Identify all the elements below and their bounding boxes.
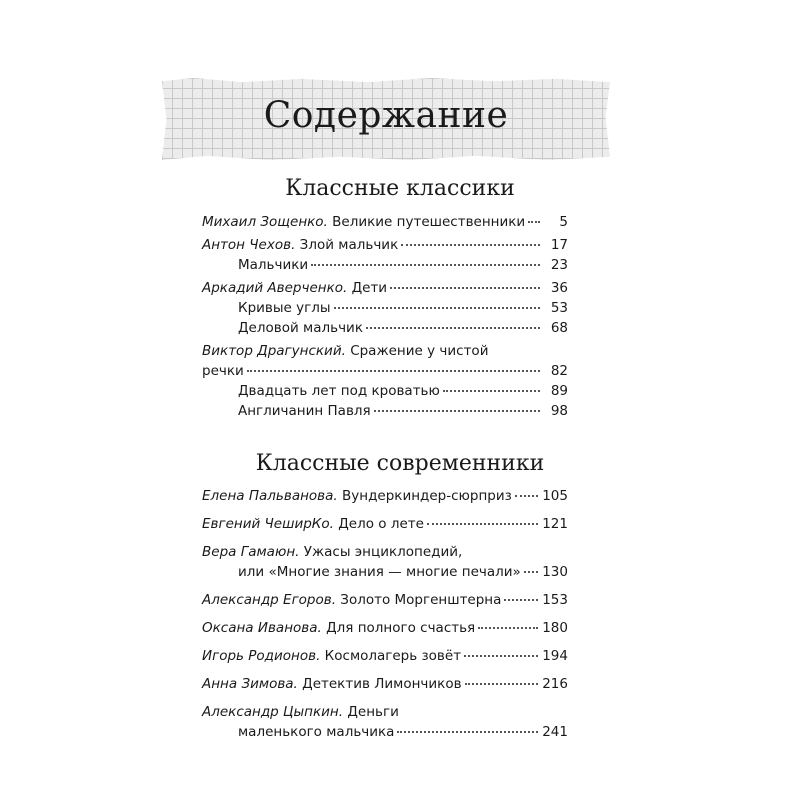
toc-title-continuation: речки bbox=[202, 363, 244, 379]
dot-leader bbox=[443, 390, 540, 392]
toc-entry-continuation[interactable] bbox=[202, 361, 568, 381]
dot-leader bbox=[528, 221, 540, 223]
toc-list-classics bbox=[202, 212, 568, 421]
section-title-classics: Классные классики bbox=[285, 176, 515, 201]
toc-page-number: 121 bbox=[542, 516, 568, 532]
toc-entry[interactable] bbox=[202, 212, 568, 232]
toc-title-continuation: или «Многие знания — многие печали» bbox=[238, 564, 521, 580]
toc-page-number: 153 bbox=[542, 592, 568, 608]
dot-leader bbox=[504, 599, 538, 601]
toc-entry[interactable] bbox=[202, 674, 568, 694]
toc-author: Михаил Зощенко. bbox=[202, 214, 328, 230]
toc-author: Антон Чехов. bbox=[202, 237, 296, 253]
section-title-contemporaries: Классные современники bbox=[255, 451, 545, 476]
toc-author: Александр Цыпкин. bbox=[202, 704, 344, 720]
toc-title: Двадцать лет под кроватью bbox=[238, 383, 440, 399]
toc-title: Вундеркиндер-сюрприз bbox=[342, 488, 512, 504]
toc-entry[interactable] bbox=[202, 646, 568, 666]
toc-title: Космолагерь зовёт bbox=[324, 648, 462, 664]
toc-page-number: 68 bbox=[550, 320, 568, 336]
toc-title: Англичанин Павля bbox=[238, 403, 371, 419]
dot-leader bbox=[374, 410, 540, 412]
toc-list-contemporaries bbox=[202, 486, 568, 742]
toc-title: Для полного счастья bbox=[326, 620, 476, 636]
toc-entry[interactable] bbox=[202, 702, 568, 722]
dot-leader bbox=[397, 731, 538, 733]
page-title: Содержание bbox=[263, 95, 509, 136]
toc-page-number: 17 bbox=[550, 237, 568, 253]
toc-entry-continuation[interactable] bbox=[202, 722, 568, 742]
toc-title: Сражение у чистой bbox=[350, 343, 489, 359]
toc-entry[interactable] bbox=[202, 278, 568, 298]
toc-page-number: 130 bbox=[542, 564, 568, 580]
toc-entry[interactable] bbox=[202, 341, 568, 361]
toc-page-number: 105 bbox=[542, 488, 568, 504]
toc-author: Анна Зимова. bbox=[202, 676, 298, 692]
toc-page-number: 241 bbox=[542, 724, 568, 740]
toc-author: Оксана Иванова. bbox=[202, 620, 322, 636]
toc-author: Евгений ЧеширКо. bbox=[202, 516, 334, 532]
dot-leader bbox=[247, 370, 540, 372]
toc-entry[interactable] bbox=[202, 618, 568, 638]
toc-page-number: 194 bbox=[542, 648, 568, 664]
dot-leader bbox=[390, 287, 540, 289]
toc-entry[interactable] bbox=[202, 235, 568, 255]
toc-author: Елена Пальванова. bbox=[202, 488, 338, 504]
toc-title: Ужасы энциклопедий, bbox=[303, 544, 463, 560]
toc-entry[interactable] bbox=[202, 381, 568, 401]
dot-leader bbox=[311, 264, 540, 266]
toc-author: Игорь Родионов. bbox=[202, 648, 321, 664]
toc-page-number: 180 bbox=[542, 620, 568, 636]
toc-title: Детектив Лимончиков bbox=[302, 676, 462, 692]
dot-leader bbox=[524, 571, 538, 573]
toc-page-number: 89 bbox=[550, 383, 568, 399]
toc-page-number: 36 bbox=[550, 280, 568, 296]
dot-leader bbox=[515, 495, 538, 497]
toc-page-number: 82 bbox=[550, 363, 568, 379]
toc-title: Кривые углы bbox=[238, 300, 331, 316]
toc-page-number: 98 bbox=[550, 403, 568, 419]
toc-page-number: 23 bbox=[550, 257, 568, 273]
dot-leader bbox=[366, 327, 540, 329]
dot-leader bbox=[401, 244, 540, 246]
toc-title: Дело о лете bbox=[338, 516, 424, 532]
toc-title: Золото Моргенштерна bbox=[340, 592, 502, 608]
toc-title: Злой мальчик bbox=[299, 237, 399, 253]
dot-leader bbox=[427, 523, 538, 525]
toc-author: Вера Гамаюн. bbox=[202, 544, 300, 560]
toc-title: Деловой мальчик bbox=[238, 320, 363, 336]
toc-entry[interactable] bbox=[202, 590, 568, 610]
toc-entry[interactable] bbox=[202, 255, 568, 275]
toc-entry[interactable] bbox=[202, 401, 568, 421]
toc-page-number: 53 bbox=[550, 300, 568, 316]
toc-title: Мальчики bbox=[238, 257, 309, 273]
toc-author: Аркадий Аверченко. bbox=[202, 280, 348, 296]
toc-entry[interactable] bbox=[202, 542, 568, 562]
toc-page-number: 216 bbox=[542, 676, 568, 692]
toc-title: Великие путешественники bbox=[332, 214, 526, 230]
toc-title-continuation: маленького мальчика bbox=[238, 724, 395, 740]
toc-title: Дети bbox=[351, 280, 388, 296]
toc-entry[interactable] bbox=[202, 486, 568, 506]
dot-leader bbox=[478, 627, 538, 629]
toc-author: Александр Егоров. bbox=[202, 592, 336, 608]
toc-entry-continuation[interactable] bbox=[202, 562, 568, 582]
toc-entry[interactable] bbox=[202, 514, 568, 534]
dot-leader bbox=[334, 307, 540, 309]
toc-entry[interactable] bbox=[202, 298, 568, 318]
dot-leader bbox=[465, 683, 539, 685]
dot-leader bbox=[464, 655, 538, 657]
toc-author: Виктор Драгунский. bbox=[202, 343, 346, 359]
toc-title: Деньги bbox=[347, 704, 399, 720]
toc-page-number: 5 bbox=[559, 214, 568, 230]
toc-entry[interactable] bbox=[202, 318, 568, 338]
